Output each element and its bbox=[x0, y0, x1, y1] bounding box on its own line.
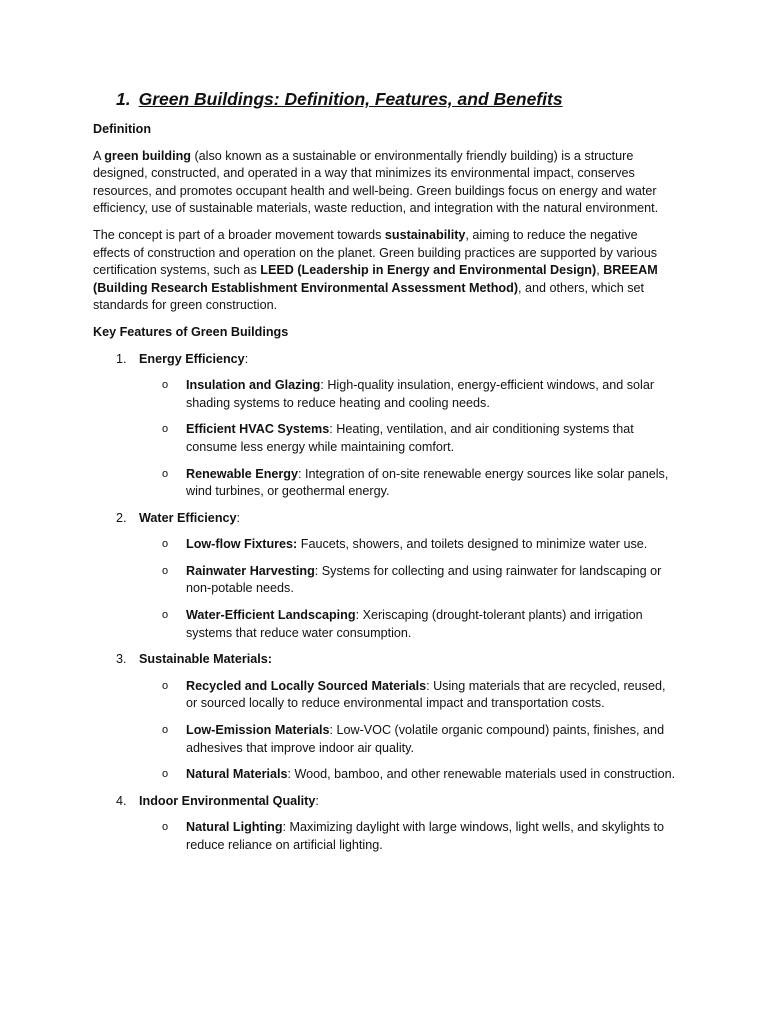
feature-label: Sustainable Materials: bbox=[139, 652, 272, 667]
feature-label: Indoor Environmental Quality bbox=[139, 793, 316, 808]
feature-label: Energy Efficiency bbox=[139, 351, 245, 366]
subitem-text: : High-quality insulation, energy-efficient windows, and solar shading systems to reduce heating and cooling needs. bbox=[186, 378, 655, 410]
subitem-text: : Xeriscaping (drought-tolerant plants) and irrigation systems that reduce water consumption. bbox=[186, 608, 643, 640]
subitem bbox=[139, 607, 676, 642]
feature-subitems bbox=[139, 678, 676, 784]
subitem bbox=[139, 536, 676, 554]
circle-bullet-icon: o bbox=[162, 679, 169, 692]
feature-number: 2. bbox=[116, 510, 127, 525]
circle-bullet-icon: o bbox=[162, 423, 169, 436]
subitem bbox=[139, 421, 676, 456]
subitem-text: : Using materials that are recycled, reused, or sourced locally to reduce environmental impact and transportation costs. bbox=[186, 678, 666, 711]
subitem-text: : Low-VOC (volatile organic compound) paints, finishes, and adhesives that improve indoor air quality. bbox=[186, 723, 665, 755]
subitem-text: : Systems for collecting and using rainwater for landscaping or non-potable needs. bbox=[186, 563, 662, 596]
feature-number: 3. bbox=[116, 652, 127, 667]
subitem-text: : Heating, ventilation, and air conditioning systems that consume less energy while maintaining comfort. bbox=[186, 422, 634, 454]
feature-number: 1. bbox=[116, 351, 127, 366]
circle-bullet-icon: o bbox=[162, 821, 169, 834]
features-heading: Key Features of Green Buildings bbox=[93, 324, 289, 339]
subitem-label: Low-flow Fixtures: bbox=[186, 537, 298, 552]
subitem bbox=[139, 377, 676, 412]
circle-bullet-icon: o bbox=[162, 564, 169, 577]
features-list bbox=[93, 351, 676, 855]
feature-item: 2. Water Efficiency: o Low-flow Fixtures: Faucets, showers, and toilets designed to minimize water use. o Rainwater Harvesting: Systems for collecting and using rainwater for landscaping or non-potable needs. o Water-Efficient Landscaping: Xeriscaping (drought-tolerant plants) and irrigation systems that reduce water consumption. bbox=[93, 510, 676, 643]
subitem-text: : Maximizing daylight with large windows, light wells, and skylights to reduce reliance on artificial lighting. bbox=[186, 820, 665, 852]
feature-number: 4. bbox=[116, 793, 127, 808]
circle-bullet-icon: o bbox=[162, 379, 169, 392]
subitem-label: Rainwater Harvesting bbox=[186, 563, 315, 578]
feature-item: 1. Energy Efficiency: o Insulation and Glazing: High-quality insulation, energy-efficient windows, and solar shading systems to reduce heating and cooling needs. o Efficient HVAC Systems: Heating, ventilation, and air conditioning systems that consume less energy while maintaining comfort. o Renewable Energy: Integration of on-site renewable energy sources like solar panels, wind turbines, or geothermal energy. bbox=[93, 351, 676, 501]
term-green-building: green building bbox=[104, 148, 191, 163]
subitem-text: Faucets, showers, and toilets designed to minimize water use. bbox=[297, 537, 648, 552]
subitem-text: : Wood, bamboo, and other renewable materials used in construction. bbox=[287, 767, 676, 782]
subitem-label: Renewable Energy bbox=[186, 466, 298, 481]
subitem-text: : Integration of on-site renewable energy sources like solar panels, wind turbines, or geothermal energy. bbox=[186, 466, 669, 499]
feature-label: Water Efficiency bbox=[139, 510, 237, 525]
feature-item: 4. Indoor Environmental Quality: o Natural Lighting: Maximizing daylight with large windows, light wells, and skylights to reduce reliance on artificial lighting. bbox=[93, 793, 676, 855]
definition-paragraph: A green building (also known as a sustainable or environmentally friendly building) is a structure designed, constructed, and operated in a way that minimizes its environmental impact, conserves resources, and promotes occupant health and well-being. Green buildings focus on energy and water efficiency, use of sustainable materials, waste reduction, and integration with the natural environment. bbox=[93, 148, 659, 216]
circle-bullet-icon: o bbox=[162, 724, 169, 737]
feature-subitems bbox=[139, 377, 676, 501]
page-title bbox=[116, 88, 676, 110]
subitem-label: Insulation and Glazing bbox=[186, 378, 321, 393]
subitem bbox=[139, 766, 676, 784]
circle-bullet-icon: o bbox=[162, 768, 169, 781]
subitem-label: Efficient HVAC Systems bbox=[186, 422, 330, 437]
term-leed: LEED (Leadership in Energy and Environmental Design) bbox=[260, 263, 597, 278]
subitem-label: Recycled and Locally Sourced Materials bbox=[186, 678, 427, 693]
title-text: Green Buildings: Definition, Features, and Benefits bbox=[138, 89, 563, 109]
term-breeam: BREEAM (Building Research Establishment Environmental Assessment Method) bbox=[93, 263, 658, 295]
subitem bbox=[139, 819, 676, 854]
circle-bullet-icon: o bbox=[162, 538, 169, 551]
feature-subitems bbox=[139, 819, 676, 854]
circle-bullet-icon: o bbox=[162, 609, 169, 622]
subitem-label: Natural Lighting bbox=[186, 820, 283, 835]
feature-item bbox=[93, 651, 676, 784]
subitem-label: Low-Emission Materials bbox=[186, 723, 330, 738]
concept-paragraph: The concept is part of a broader movement towards sustainability, aiming to reduce the negative effects of construction and operation on the planet. Green building practices are supported by various certification systems, such as LEED (Leadership in Energy and Environmental Design), BREEAM (Building Research Establishment Environmental Assessment Method), and others, which set standards for green construction. bbox=[93, 227, 658, 313]
definition-heading: Definition bbox=[93, 122, 152, 136]
subitem bbox=[139, 722, 676, 757]
feature-subitems bbox=[139, 536, 676, 642]
subitem bbox=[139, 466, 676, 501]
circle-bullet-icon: o bbox=[162, 467, 169, 480]
subitem bbox=[139, 678, 676, 713]
title-number: 1. bbox=[116, 89, 131, 109]
subitem-label: Water-Efficient Landscaping bbox=[186, 608, 356, 623]
term-sustainability: sustainability bbox=[384, 227, 466, 242]
subitem bbox=[139, 563, 676, 598]
subitem-label: Natural Materials bbox=[186, 767, 288, 782]
